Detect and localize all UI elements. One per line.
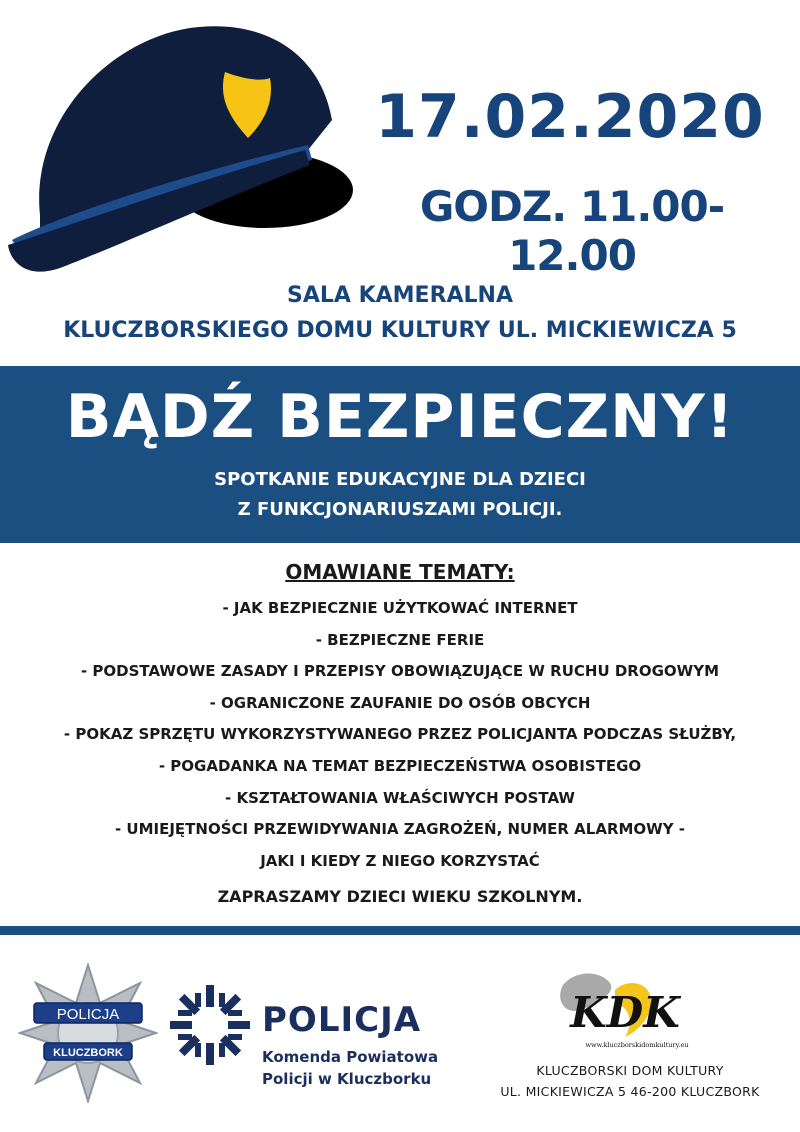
police-star-logo-icon: [168, 983, 252, 1067]
topic-item: - OGRANICZONE ZAUFANIE DO OSÓB OBCYCH: [209, 693, 591, 712]
venue-line-2: KLUCZBORSKIEGO DOMU KULTURY UL. MICKIEWICZA 5: [63, 318, 737, 343]
police-subtitle-2: Policji w Kluczborku: [262, 1070, 432, 1088]
police-subtitle-1: Komenda Powiatowa: [262, 1048, 439, 1066]
topic-item: - PODSTAWOWE ZASADY I PRZEPISY OBOWIĄZUJĄCE W RUCHU DROGOWYM: [80, 662, 720, 681]
banner-subline-1: SPOTKANIE EDUKACYJNE DLA DZIECI: [214, 469, 586, 490]
invitation-text: ZAPRASZAMY DZIECI WIEKU SZKOLNYM.: [217, 887, 583, 906]
police-star-badge-icon: [18, 963, 158, 1103]
topic-item: - BEZPIECZNE FERIE: [315, 630, 485, 649]
headline: BĄDŹ BEZPIECZNY!: [65, 382, 735, 452]
kdk-url: www.kluczborskidomkultury.eu: [585, 1041, 689, 1049]
event-date: 17.02.2020: [375, 82, 765, 152]
topic-item: - UMIEJĘTNOŚCI PRZEWIDYWANIA ZAGROŻEŃ, NUMER ALARMOWY -: [114, 820, 686, 839]
topic-item: JAKI I KIEDY Z NIEGO KORZYSTAĆ: [260, 851, 540, 870]
kdk-logo-icon: [555, 965, 695, 1055]
topics-title: OMAWIANE TEMATY:: [285, 560, 515, 584]
kdk-address: UL. MICKIEWICZA 5 46-200 KLUCZBORK: [500, 1084, 760, 1099]
topic-item: - POGADANKA NA TEMAT BEZPIECZEŃSTWA OSOBISTEGO: [158, 756, 642, 775]
banner-subline-2: Z FUNKCJONARIUSZAMI POLICJI.: [237, 499, 563, 520]
topics-list: [0, 594, 800, 878]
topic-item: - KSZTAŁTOWANIA WŁAŚCIWYCH POSTAW: [225, 788, 575, 807]
badge-top-label: POLICJA: [56, 1006, 120, 1023]
kdk-logo-letters: KDK: [570, 988, 680, 1037]
event-time: GODZ. 11.00- 12.00: [419, 182, 725, 280]
topic-item: - JAK BEZPIECZNIE UŻYTKOWAĆ INTERNET: [222, 599, 578, 617]
venue-line-1: SALA KAMERALNA: [287, 283, 513, 308]
badge-bottom-label: KLUCZBORK: [53, 1047, 123, 1059]
kdk-name: KLUCZBORSKI DOM KULTURY: [536, 1063, 724, 1078]
police-name: POLICJA: [262, 1000, 422, 1040]
topic-item: - POKAZ SPRZĘTU WYKORZYSTYWANEGO PRZEZ POLICJANTA PODCZAS SŁUŻBY,: [63, 725, 737, 744]
police-cap-icon: [0, 0, 360, 290]
footer-divider: [0, 926, 800, 935]
